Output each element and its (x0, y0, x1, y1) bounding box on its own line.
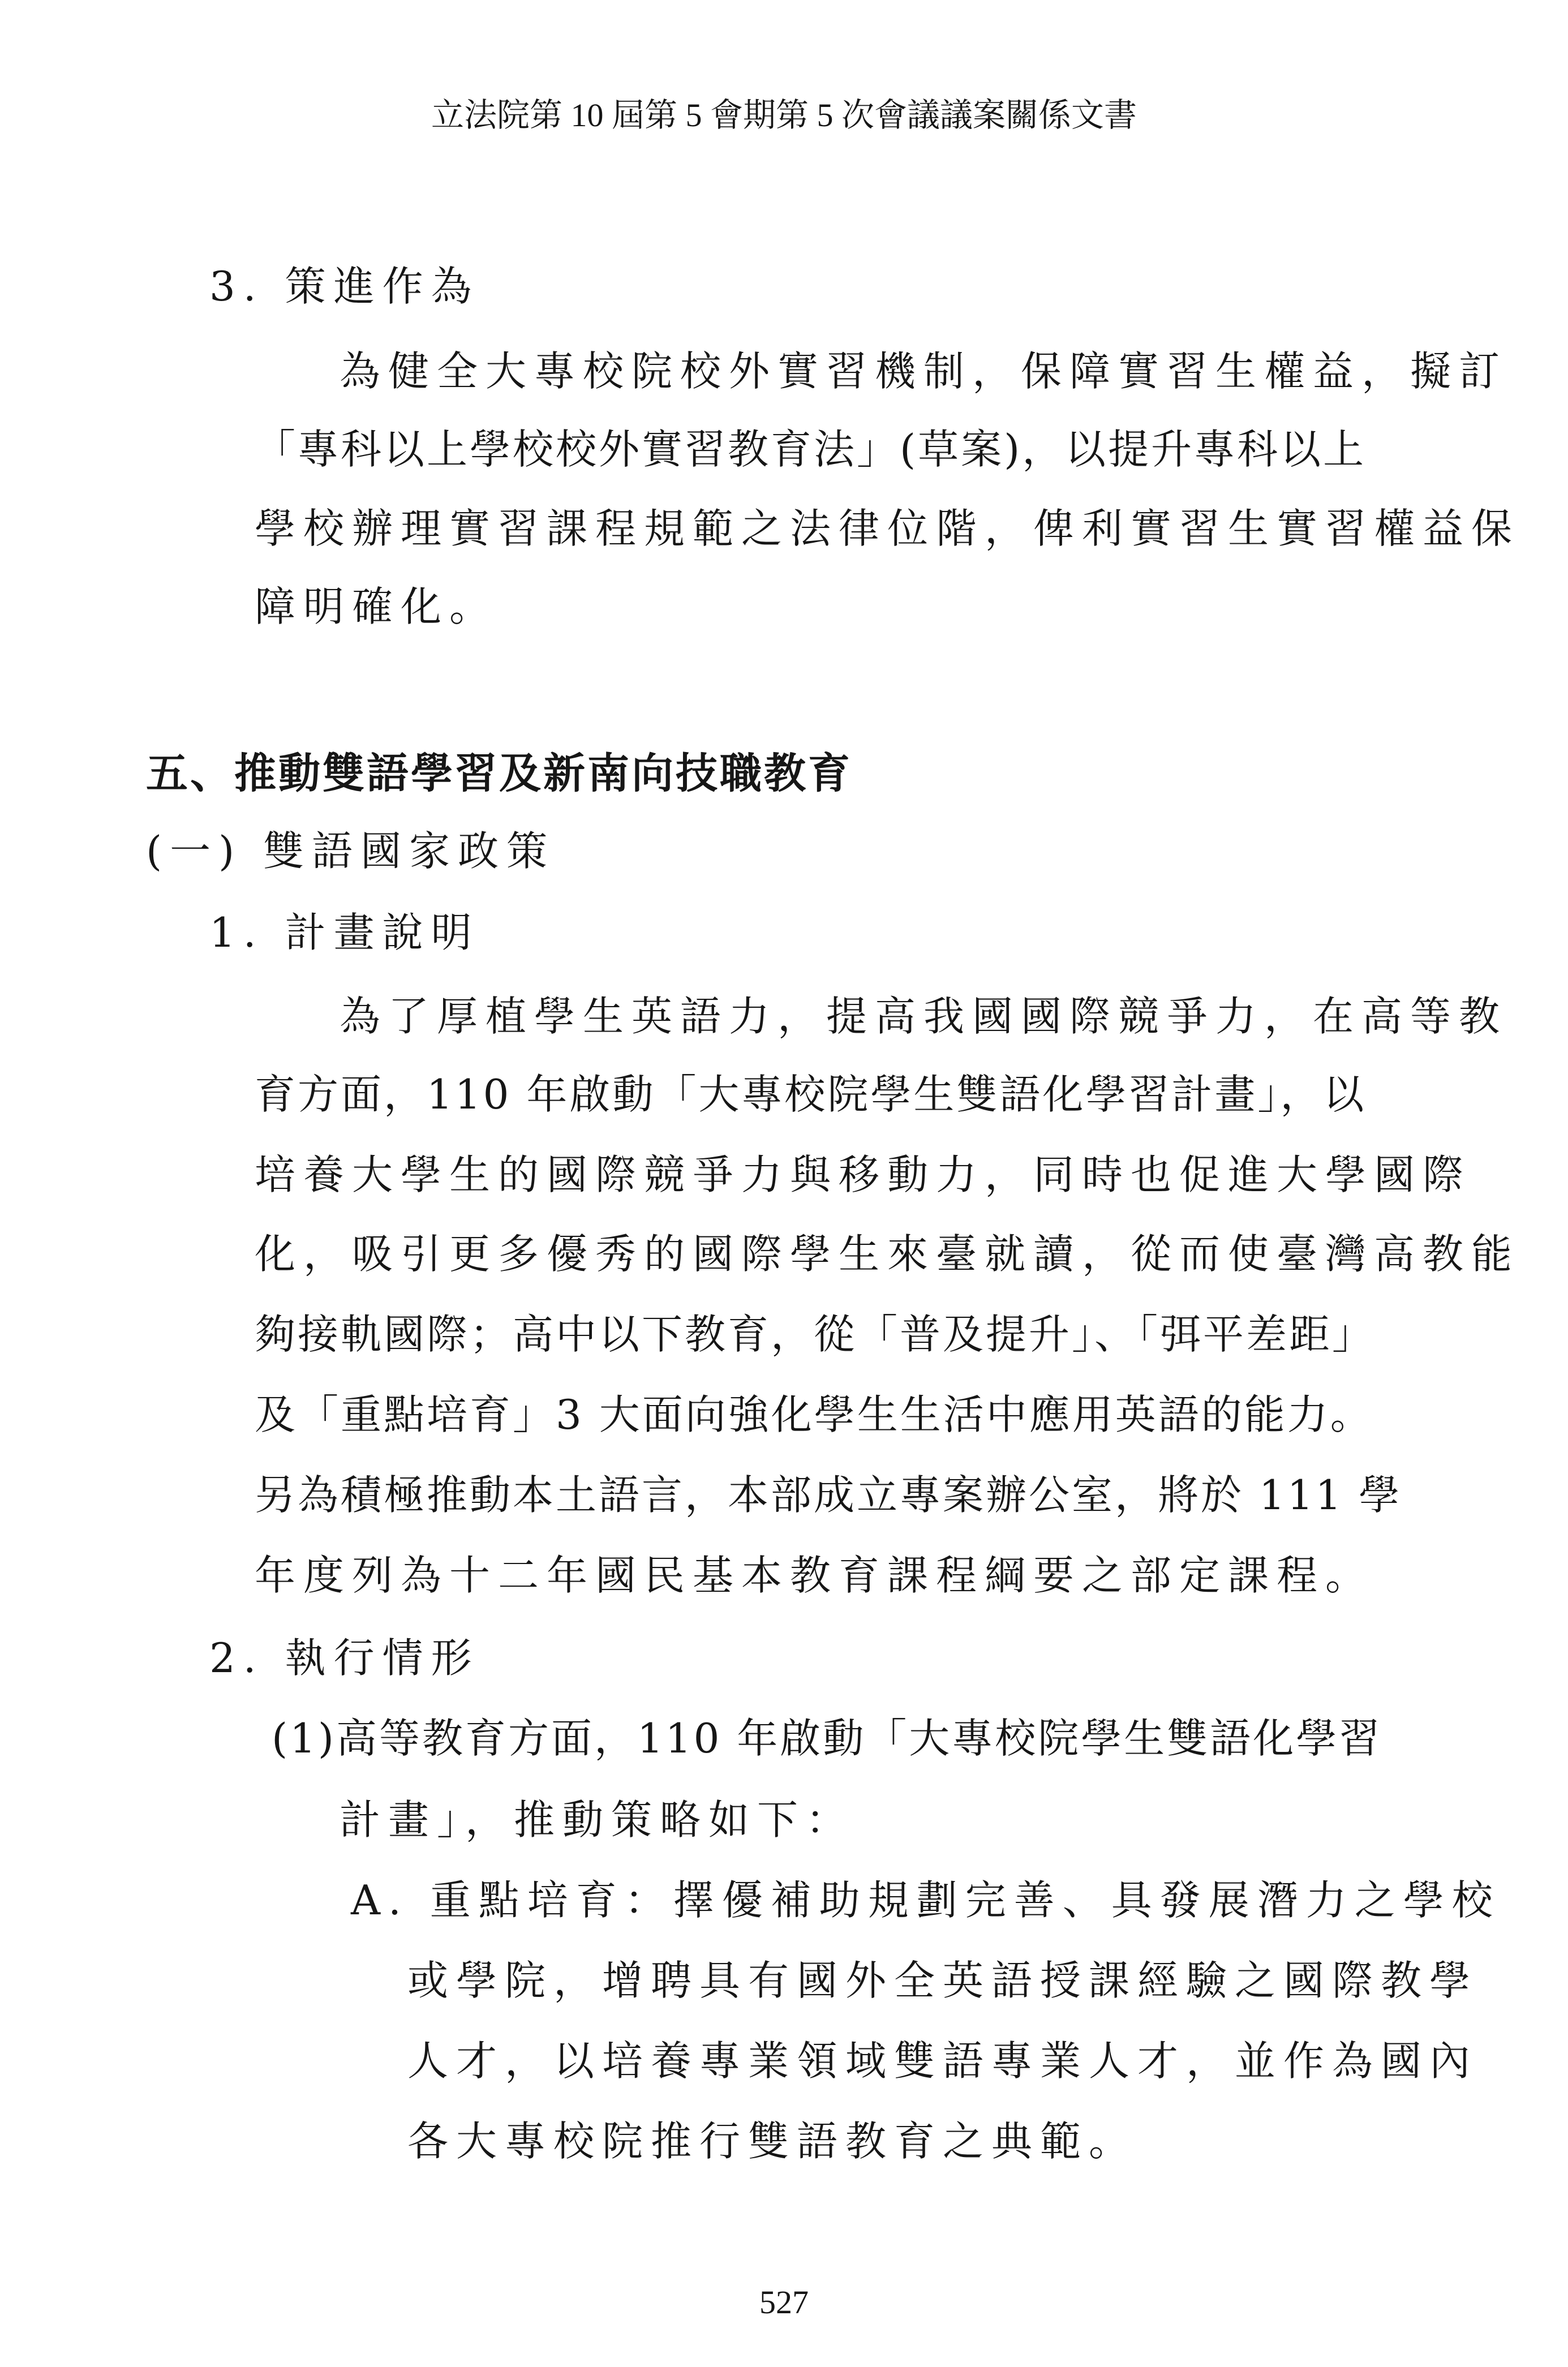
paragraph-line: 夠接軌國際；高中以下教育，從「普及提升」、「弭平差距」 (255, 1311, 1376, 1358)
point-1-line: (1)高等教育方面，110 年啟動「大專校院學生雙語化學習 (272, 1715, 1382, 1762)
paragraph-line: 另為積極推動本土語言，本部成立專案辦公室，將於 111 學 (255, 1471, 1402, 1519)
point-a-line: 或學院，增聘具有國外全英語授課經驗之國際教學 (407, 1957, 1479, 2004)
point-a-line: 人才，以培養專業領域雙語專業人才，並作為國內 (407, 2037, 1479, 2085)
point-a-line: 各大專校院推行雙語教育之典範。 (407, 2117, 1138, 2165)
point-1-line: 計畫」，推動策略如下： (340, 1796, 855, 1844)
section-5-heading: 五、推動雙語學習及新南向技職教育 (146, 749, 852, 798)
paragraph-line: 障明確化。 (255, 583, 499, 630)
paragraph-line: 化，吸引更多優秀的國際學生來臺就讀，從而使臺灣高教能 (255, 1230, 1520, 1278)
paragraph-line: 為健全大專校院校外實習機制，保障實習生權益，擬訂 (340, 347, 1508, 395)
item-2-heading: 2. 執行情形 (209, 1634, 480, 1682)
paragraph-line: 年度列為十二年國民基本教育課程綱要之部定課程。 (255, 1552, 1374, 1599)
section-3-heading: 3. 策進作為 (209, 263, 480, 310)
document-header: 立法院第 10 屆第 5 會期第 5 次會議議案關係文書 (431, 97, 1137, 134)
subsection-1-heading: (一) 雙語國家政策 (146, 827, 556, 875)
item-1-heading: 1. 計畫說明 (209, 909, 480, 956)
paragraph-line: 培養大學生的國際競爭力與移動力，同時也促進大學國際 (255, 1151, 1472, 1198)
paragraph-line: 育方面，110 年啟動「大專校院學生雙語化學習計畫」，以 (255, 1071, 1367, 1118)
paragraph-line: 為了厚植學生英語力，提高我國國際競爭力，在高等教 (340, 993, 1508, 1040)
paragraph-line: 「專科以上學校校外實習教育法」(草案)，以提升專科以上 (255, 426, 1367, 473)
point-a-line: A. 重點培育：擇優補助規劃完善、具發展潛力之學校 (351, 1876, 1501, 1924)
paragraph-line: 學校辦理實習課程規範之法律位階，俾利實習生實習權益保 (255, 505, 1520, 552)
page-number: 527 (759, 2284, 809, 2321)
paragraph-line: 及「重點培育」3 大面向強化學生生活中應用英語的能力。 (255, 1391, 1373, 1438)
